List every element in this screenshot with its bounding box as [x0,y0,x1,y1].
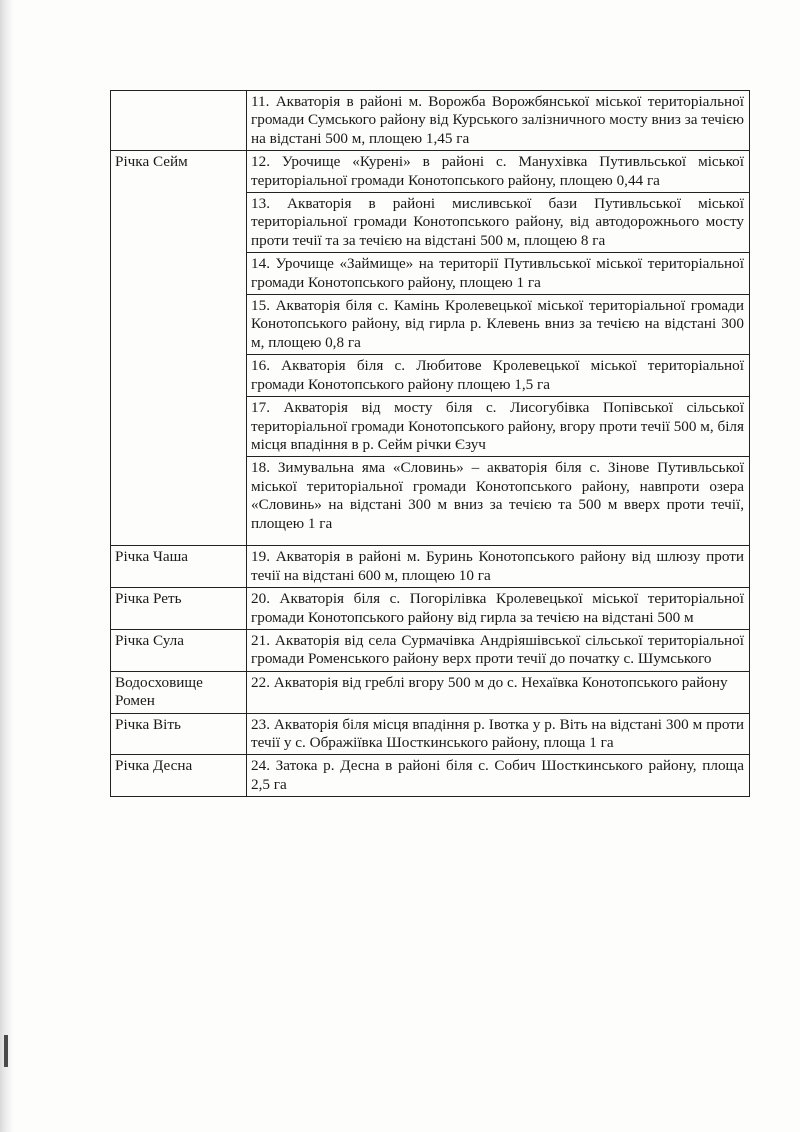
scan-mark [4,1035,8,1067]
fishing-areas-table [110,90,750,797]
area-description-cell: 11. Акваторія в районі м. Ворожба Ворожбянської міської територіальної громади Сумського району від Курського залізничного мосту вниз за течією на відстані 500 м, площею 1,45 га [247,91,750,151]
table-row [111,755,750,797]
table-row [111,671,750,713]
area-description-cell: 20. Акваторія біля с. Погорілівка Кролевецької міської територіальної громади Конотопського району від гирла за течією на відстані 500 м [247,588,750,630]
scan-edge-shadow [0,0,14,1132]
water-body-cell: Річка Сула [111,629,247,671]
water-body-cell: Річка Реть [111,588,247,630]
table-row [111,151,750,193]
area-description-cell: 22. Акваторія від греблі вгору 500 м до с. Нехаївка Конотопського району [247,671,750,713]
area-description-cell: 19. Акваторія в районі м. Буринь Конотопського району від шлюзу проти течії на відстані 600 м, площею 10 га [247,546,750,588]
water-body-cell: Річка Віть [111,713,247,755]
table-row [111,629,750,671]
water-body-cell: Річка Десна [111,755,247,797]
area-description-cell: 18. Зимувальна яма «Словинь» – акваторія біля с. Зінове Путивльської міської територіальної громади Конотопського району, навпроти озера «Словинь» на відстані 300 м вниз за течією та 500 м вверх проти течії, площею 1 га [247,457,750,546]
table-row [111,713,750,755]
water-body-cell: Річка Чаша [111,546,247,588]
area-description-cell: 15. Акваторія біля с. Камінь Кролевецької міської територіальної громади Конотопського району, від гирла р. Клевень вниз за течією на відстані 300 м, площею 0,8 га [247,295,750,355]
water-body-cell: Річка Сейм [111,151,247,546]
table-row [111,91,750,151]
area-description-cell: 12. Урочище «Курені» в районі с. Манухівка Путивльської міської територіальної громади Конотопського району, площею 0,44 га [247,151,750,193]
table-row [111,588,750,630]
area-description-cell: 24. Затока р. Десна в районі біля с. Собич Шосткинського району, площа 2,5 га [247,755,750,797]
water-body-cell: Водосховище Ромен [111,671,247,713]
area-description-cell: 17. Акваторія від мосту біля с. Лисогубівка Попівської сільської територіальної громади Конотопського району, вгору проти течії 500 м, біля місця впадіння в р. Сейм річки Єзуч [247,397,750,457]
area-description-cell: 13. Акваторія в районі мисливської бази Путивльської міської територіальної громади Конотопського району, від автодорожнього мосту проти течії та за течією на відстані 500 м, площею 8 га [247,193,750,253]
area-description-cell: 23. Акваторія біля місця впадіння р. Івотка у р. Віть на відстані 300 м проти течії у с. Ображіївка Шосткинського району, площа 1 га [247,713,750,755]
area-description-cell: 14. Урочище «Займище» на території Путивльської міської територіальної громади Конотопського району, площею 1 га [247,253,750,295]
area-description-cell: 21. Акваторія від села Сурмачівка Андріяшівської сільської територіальної громади Роменського району верх проти течії до початку с. Шумського [247,629,750,671]
area-description-cell: 16. Акваторія біля с. Любитове Кролевецької міської територіальної громади Конотопського району площею 1,5 га [247,355,750,397]
table-row [111,546,750,588]
water-body-cell [111,91,247,151]
